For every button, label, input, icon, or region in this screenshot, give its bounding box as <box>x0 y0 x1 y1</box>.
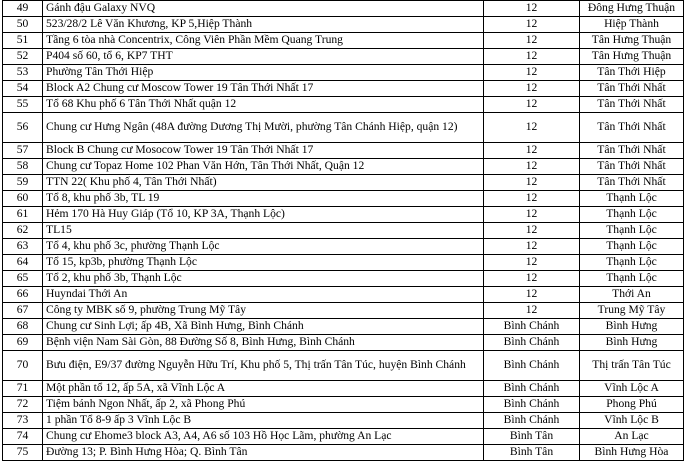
table-row <box>3 239 684 255</box>
row-number-cell: 57 <box>3 143 43 159</box>
row-number-cell: 59 <box>3 175 43 191</box>
ward-cell: Tân Thới Nhất <box>580 113 684 143</box>
row-number-cell: 55 <box>3 97 43 113</box>
address-cell: 523/28/2 Lê Văn Khương, KP 5,Hiệp Thành <box>43 17 484 33</box>
district-cell: 12 <box>484 1 580 17</box>
address-cell: Chung cư Topaz Home 102 Phan Văn Hớn, Tân Thới Nhất, Quận 12 <box>43 159 484 175</box>
district-cell: 12 <box>484 175 580 191</box>
table-row <box>3 381 684 397</box>
ward-cell: An Lạc <box>580 429 684 445</box>
district-cell: Bình Chánh <box>484 319 580 335</box>
row-number-cell: 52 <box>3 49 43 65</box>
district-cell: Bình Tân <box>484 429 580 445</box>
ward-cell: Thạnh Lộc <box>580 207 684 223</box>
address-cell: Bệnh viện Nam Sài Gòn, 88 Đường Số 8, Bình Hưng, Bình Chánh <box>43 335 484 351</box>
ward-cell: Tân Hưng Thuận <box>580 49 684 65</box>
district-cell: 12 <box>484 159 580 175</box>
table-row <box>3 33 684 49</box>
address-cell: P404 số 60, tổ 6, KP7 THT <box>43 49 484 65</box>
address-cell: Tổ 2, khu phố 3b, Thạnh Lộc <box>43 271 484 287</box>
ward-cell: Tân Thới Nhất <box>580 81 684 97</box>
district-cell: Bình Chánh <box>484 351 580 381</box>
ward-cell: Thạnh Lộc <box>580 223 684 239</box>
table-row <box>3 1 684 17</box>
address-cell: Công ty MBK số 9, phường Trung Mỹ Tây <box>43 303 484 319</box>
table-row <box>3 397 684 413</box>
row-number-cell: 63 <box>3 239 43 255</box>
row-number-cell: 66 <box>3 287 43 303</box>
row-number-cell: 70 <box>3 351 43 381</box>
table-row <box>3 255 684 271</box>
district-cell: 12 <box>484 255 580 271</box>
row-number-cell: 62 <box>3 223 43 239</box>
ward-cell: Vĩnh Lộc B <box>580 413 684 429</box>
table-row <box>3 65 684 81</box>
ward-cell: Vĩnh Lộc A <box>580 381 684 397</box>
ward-cell: Thạnh Lộc <box>580 255 684 271</box>
address-cell: Chung cư Sinh Lợi; ấp 4B, Xã Bình Hưng, Bình Chánh <box>43 319 484 335</box>
address-cell: Hẻm 170 Hà Huy Giáp (Tổ 10, KP 3A, Thạnh Lộc) <box>43 207 484 223</box>
address-cell: Bưu điện, E9/37 đường Nguyễn Hữu Trí, Khu phố 5, Thị trấn Tân Túc, huyện Bình Chánh <box>43 351 484 381</box>
row-number-cell: 67 <box>3 303 43 319</box>
district-cell: 12 <box>484 271 580 287</box>
district-cell: 12 <box>484 207 580 223</box>
address-cell: Block A2 Chung cư Moscow Tower 19 Tân Thới Nhất 17 <box>43 81 484 97</box>
district-cell: 12 <box>484 303 580 319</box>
table-row <box>3 271 684 287</box>
address-cell: Gánh đậu Galaxy NVQ <box>43 1 484 17</box>
district-cell: 12 <box>484 191 580 207</box>
district-cell: 12 <box>484 113 580 143</box>
address-cell: Đường 13; P. Bình Hưng Hòa; Q. Bình Tân <box>43 445 484 461</box>
address-cell: Một phần tổ 12, ấp 5A, xã Vĩnh Lộc A <box>43 381 484 397</box>
district-cell: Bình Chánh <box>484 397 580 413</box>
table-row <box>3 351 684 381</box>
address-cell: Tiệm bánh Ngon Nhất, ấp 2, xã Phong Phú <box>43 397 484 413</box>
address-cell: Tổ 4, khu phố 3c, phường Thạnh Lộc <box>43 239 484 255</box>
row-number-cell: 65 <box>3 271 43 287</box>
row-number-cell: 73 <box>3 413 43 429</box>
row-number-cell: 64 <box>3 255 43 271</box>
district-cell: 12 <box>484 287 580 303</box>
address-cell: Tổ 15, kp3b, phường Thạnh Lộc <box>43 255 484 271</box>
district-cell: 12 <box>484 65 580 81</box>
row-number-cell: 69 <box>3 335 43 351</box>
row-number-cell: 49 <box>3 1 43 17</box>
district-cell: 12 <box>484 143 580 159</box>
table-row <box>3 191 684 207</box>
address-cell: Chung cư Ehome3 block A3, A4, A6 số 103 Hồ Học Lãm, phường An Lạc <box>43 429 484 445</box>
row-number-cell: 56 <box>3 113 43 143</box>
district-cell: 12 <box>484 17 580 33</box>
row-number-cell: 54 <box>3 81 43 97</box>
ward-cell: Tân Thới Nhất <box>580 143 684 159</box>
table-row <box>3 335 684 351</box>
row-number-cell: 74 <box>3 429 43 445</box>
ward-cell: Thạnh Lộc <box>580 239 684 255</box>
table-row <box>3 303 684 319</box>
ward-cell: Tân Thới Nhất <box>580 97 684 113</box>
ward-cell: Bình Hưng Hòa <box>580 445 684 461</box>
address-cell: Huyndai Thới An <box>43 287 484 303</box>
row-number-cell: 58 <box>3 159 43 175</box>
address-cell: Chung cư Hưng Ngân (48A đường Dương Thị Mười, phường Tân Chánh Hiệp, quận 12) <box>43 113 484 143</box>
table-row <box>3 113 684 143</box>
row-number-cell: 51 <box>3 33 43 49</box>
table-row <box>3 445 684 461</box>
table-row <box>3 175 684 191</box>
district-cell: Bình Tân <box>484 445 580 461</box>
table-row <box>3 17 684 33</box>
table-row <box>3 413 684 429</box>
district-cell: 12 <box>484 33 580 49</box>
district-cell: 12 <box>484 97 580 113</box>
address-cell: Tầng 6 tòa nhà Concentrix, Công Viên Phần Mềm Quang Trung <box>43 33 484 49</box>
address-table <box>2 0 684 461</box>
table-row <box>3 97 684 113</box>
district-cell: 12 <box>484 81 580 97</box>
ward-cell: Thị trấn Tân Túc <box>580 351 684 381</box>
table-body <box>3 1 684 461</box>
row-number-cell: 61 <box>3 207 43 223</box>
ward-cell: Đông Hưng Thuận <box>580 1 684 17</box>
ward-cell: Tân Hưng Thuận <box>580 33 684 49</box>
ward-cell: Tân Thới Nhất <box>580 159 684 175</box>
ward-cell: Hiệp Thành <box>580 17 684 33</box>
address-cell: Tổ 8, khu phố 3b, TL 19 <box>43 191 484 207</box>
ward-cell: Bình Hưng <box>580 319 684 335</box>
table-row <box>3 49 684 65</box>
district-cell: Bình Chánh <box>484 413 580 429</box>
table-row <box>3 159 684 175</box>
row-number-cell: 75 <box>3 445 43 461</box>
address-cell: Block B Chung cư Mosocow Tower 19 Tân Thới Nhất 17 <box>43 143 484 159</box>
address-cell: Phường Tân Thới Hiệp <box>43 65 484 81</box>
row-number-cell: 68 <box>3 319 43 335</box>
ward-cell: Tân Thới Hiệp <box>580 65 684 81</box>
table-row <box>3 287 684 303</box>
table-row <box>3 319 684 335</box>
ward-cell: Thạnh Lộc <box>580 271 684 287</box>
ward-cell: Tân Thới Nhất <box>580 175 684 191</box>
table-row <box>3 429 684 445</box>
row-number-cell: 53 <box>3 65 43 81</box>
ward-cell: Phong Phú <box>580 397 684 413</box>
ward-cell: Thới An <box>580 287 684 303</box>
district-cell: Bình Chánh <box>484 335 580 351</box>
district-cell: 12 <box>484 239 580 255</box>
table-row <box>3 143 684 159</box>
address-cell: TTN 22( Khu phố 4, Tân Thới Nhất) <box>43 175 484 191</box>
table-row <box>3 223 684 239</box>
ward-cell: Thạnh Lộc <box>580 191 684 207</box>
ward-cell: Trung Mỹ Tây <box>580 303 684 319</box>
table-row <box>3 207 684 223</box>
address-cell: 1 phần Tổ 8-9 ấp 3 Vĩnh Lộc B <box>43 413 484 429</box>
district-cell: Bình Chánh <box>484 381 580 397</box>
row-number-cell: 72 <box>3 397 43 413</box>
district-cell: 12 <box>484 223 580 239</box>
row-number-cell: 71 <box>3 381 43 397</box>
district-cell: 12 <box>484 49 580 65</box>
address-cell: TL15 <box>43 223 484 239</box>
address-cell: Tổ 68 Khu phố 6 Tân Thới Nhất quận 12 <box>43 97 484 113</box>
table-row <box>3 81 684 97</box>
row-number-cell: 60 <box>3 191 43 207</box>
ward-cell: Bình Hưng <box>580 335 684 351</box>
row-number-cell: 50 <box>3 17 43 33</box>
